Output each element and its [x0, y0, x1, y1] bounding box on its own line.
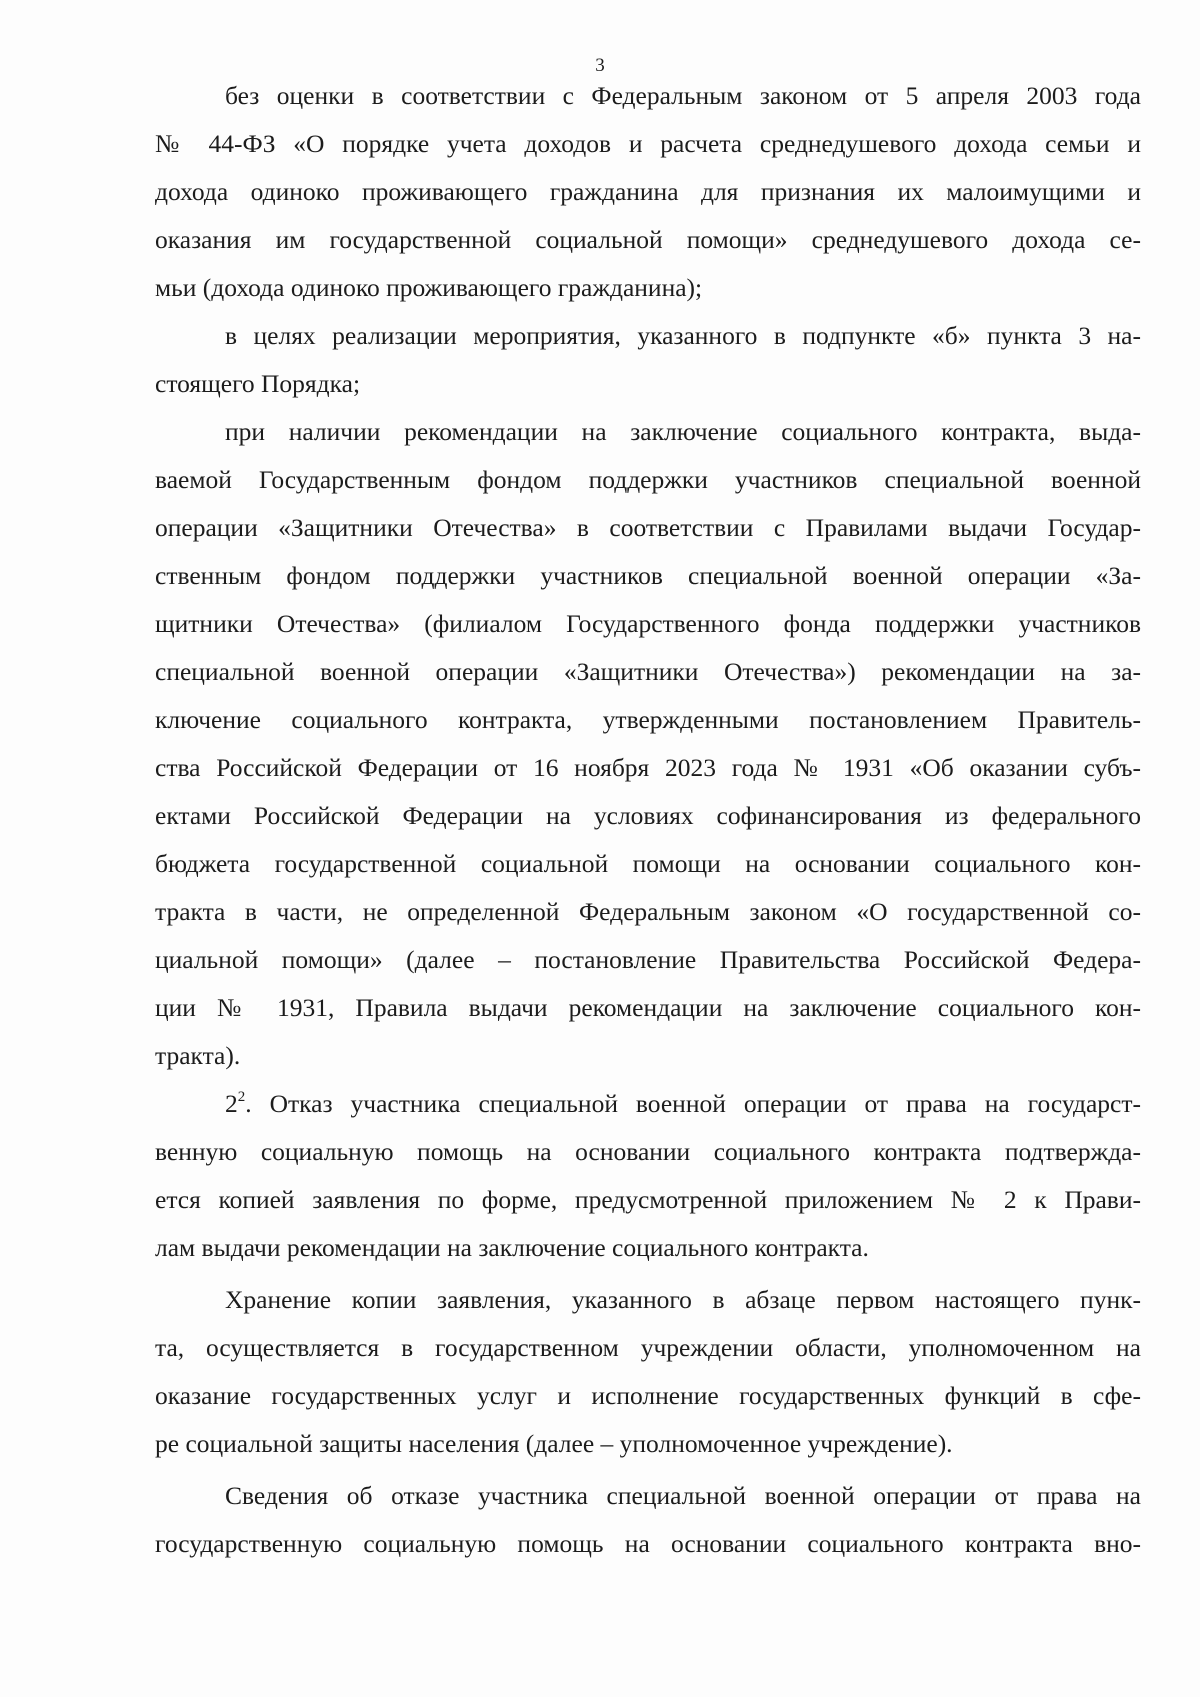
line-text: при наличии рекомендации на заключение социального контракта, выда- [225, 417, 1141, 446]
text-line [155, 120, 1141, 168]
text-line [155, 600, 1141, 648]
text-line [155, 1176, 1141, 1224]
text-line [155, 408, 1141, 456]
line-text: стоящего Порядка; [155, 369, 361, 398]
line-text: ется копией заявления по форме, предусмотренной приложением № 2 к Прави- [155, 1185, 1141, 1214]
text-line [155, 1276, 1141, 1324]
line-text: ства Российской Федерации от 16 ноября 2023 года № 1931 «Об оказании субъ- [155, 753, 1141, 782]
text-line [155, 1324, 1141, 1372]
text-line [155, 1372, 1141, 1420]
text-line [155, 1032, 1141, 1080]
line-text: тракта). [155, 1041, 241, 1070]
text-line [155, 1472, 1141, 1520]
line-text: Отказ участника специальной военной операции от права на государст- [269, 1089, 1141, 1118]
page-number: 3 [595, 55, 605, 76]
line-text: лам выдачи рекомендации на заключение социального контракта. [155, 1233, 869, 1262]
line-text: государственную социальную помощь на основании социального контракта вно- [155, 1529, 1141, 1558]
line-text: ключение социального контракта, утвержденными постановлением Правитель- [155, 705, 1141, 734]
text-line [155, 360, 1141, 408]
line-text: специальной военной операции «Защитники Отечества») рекомендации на за- [155, 657, 1141, 686]
line-text: оказания им государственной социальной помощи» среднедушевого дохода се- [155, 225, 1141, 254]
text-line [155, 696, 1141, 744]
text-line [155, 1224, 1141, 1272]
text-line [155, 552, 1141, 600]
text-line [155, 1080, 1141, 1128]
line-text: дохода одиноко проживающего гражданина для признания их малоимущими и [155, 177, 1141, 206]
line-text: та, осуществляется в государственном учреждении области, уполномоченном на [155, 1333, 1141, 1362]
line-text: щитники Отечества» (филиалом Государственного фонда поддержки участников [155, 609, 1141, 638]
paragraph-number-suffix: . [245, 1089, 270, 1118]
line-text: без оценки в соответствии с Федеральным законом от 5 апреля 2003 года [225, 81, 1141, 110]
line-text: операции «Защитники Отечества» в соответствии с Правилами выдачи Государ- [155, 513, 1141, 542]
text-line [155, 648, 1141, 696]
line-text: ектами Российской Федерации на условиях софинансирования из федерального [155, 801, 1141, 830]
line-text: ции № 1931, Правила выдачи рекомендации на заключение социального кон- [155, 993, 1141, 1022]
line-text: циальной помощи» (далее – постановление Правительства Российской Федера- [155, 945, 1141, 974]
paragraph-number: 2 [225, 1089, 238, 1118]
text-line [155, 72, 1141, 120]
text-line [155, 1420, 1141, 1468]
text-line [155, 744, 1141, 792]
line-text: оказание государственных услуг и исполнение государственных функций в сфе- [155, 1381, 1141, 1410]
line-text: в целях реализации мероприятия, указанного в подпункте «б» пункта 3 на- [225, 321, 1141, 350]
text-line [155, 312, 1141, 360]
text-line [155, 168, 1141, 216]
text-line [155, 504, 1141, 552]
document-body [155, 72, 1141, 1568]
line-text: бюджета государственной социальной помощи на основании социального кон- [155, 849, 1141, 878]
line-text: Сведения об отказе участника специальной военной операции от права на [225, 1481, 1141, 1510]
paragraph-number-superscript: 2 [237, 1089, 246, 1105]
text-line [155, 936, 1141, 984]
text-line [155, 264, 1141, 312]
text-line [155, 840, 1141, 888]
line-text: венную социальную помощь на основании социального контракта подтвержда- [155, 1137, 1141, 1166]
text-line [155, 984, 1141, 1032]
line-text: № 44-ФЗ «О порядке учета доходов и расчета среднедушевого дохода семьи и [155, 129, 1141, 158]
line-text: тракта в части, не определенной Федеральным законом «О государственной со- [155, 897, 1141, 926]
text-line [155, 888, 1141, 936]
line-text: ственным фондом поддержки участников специальной военной операции «За- [155, 561, 1141, 590]
text-line [155, 1520, 1141, 1568]
line-text: ре социальной защиты населения (далее – уполномоченное учреждение). [155, 1429, 953, 1458]
line-text: мьи (дохода одиноко проживающего гражданина); [155, 273, 703, 302]
text-line [155, 792, 1141, 840]
text-line [155, 456, 1141, 504]
text-line [155, 1128, 1141, 1176]
text-line [155, 216, 1141, 264]
line-text: ваемой Государственным фондом поддержки участников специальной военной [155, 465, 1141, 494]
line-text: Хранение копии заявления, указанного в абзаце первом настоящего пунк- [225, 1285, 1141, 1314]
